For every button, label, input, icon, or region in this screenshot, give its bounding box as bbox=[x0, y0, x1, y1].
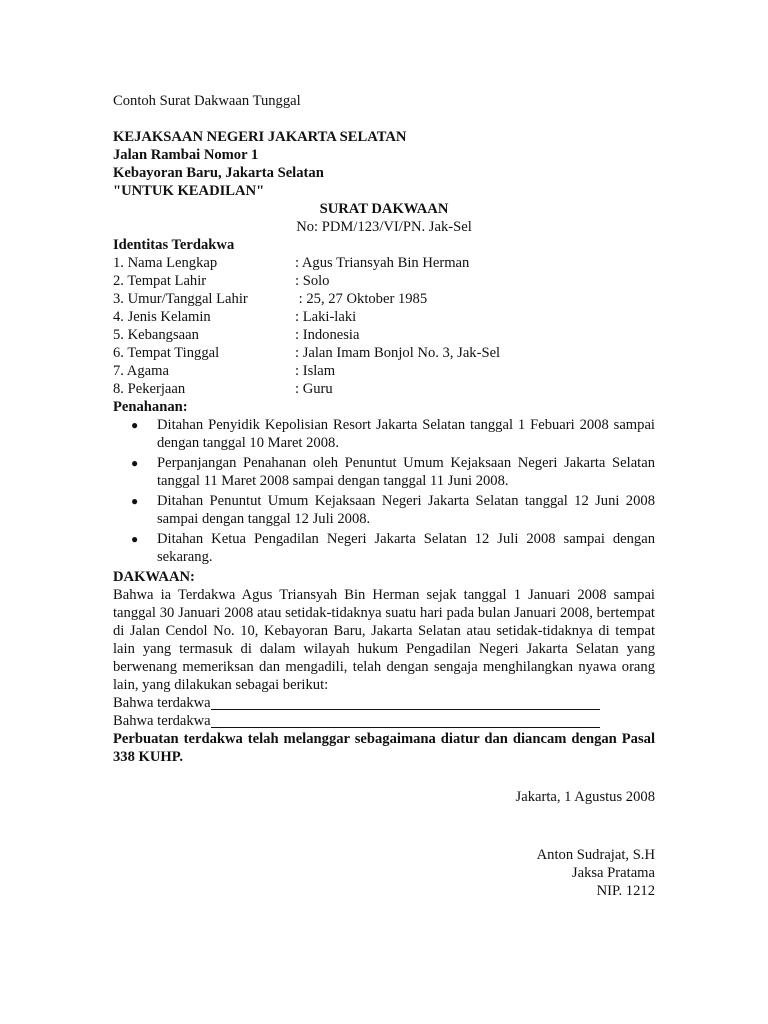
office-address-line-1: Jalan Rambai Nomor 1 bbox=[113, 147, 259, 163]
identity-label: 1. Nama Lengkap bbox=[113, 255, 218, 271]
detention-item-text: Ditahan Penyidik Kepolisian Resort Jakarta Selatan tanggal 1 Febuari 2008 sampai dengan tanggal 10 Maret 2008. bbox=[157, 417, 655, 451]
identity-value: : Islam bbox=[295, 363, 336, 379]
detention-item bbox=[113, 416, 655, 452]
identity-value: : Agus Triansyah Bin Herman bbox=[295, 255, 470, 271]
identity-label: 4. Jenis Kelamin bbox=[113, 309, 211, 325]
document-page bbox=[113, 92, 655, 900]
fill-line-label: Bahwa terdakwa bbox=[113, 713, 211, 729]
identity-row bbox=[113, 272, 655, 290]
identity-label: 7. Agama bbox=[113, 363, 169, 379]
fill-line-1 bbox=[113, 694, 655, 712]
identity-row bbox=[113, 380, 655, 398]
detention-list bbox=[113, 416, 655, 566]
office-address-line-2: Kebayoran Baru, Jakarta Selatan bbox=[113, 165, 324, 181]
identity-row bbox=[113, 290, 655, 308]
office-motto: "UNTUK KEADILAN" bbox=[113, 183, 265, 199]
signatory-name: Anton Sudrajat, S.H bbox=[536, 847, 655, 863]
identity-label: 6. Tempat Tinggal bbox=[113, 345, 220, 361]
identity-value: : 25, 27 Oktober 1985 bbox=[295, 291, 428, 307]
signatory-position: Jaksa Pratama bbox=[571, 865, 655, 881]
detention-item-text: Perpanjangan Penahanan oleh Penuntut Umum Kejaksaan Negeri Jakarta Selatan tanggal 11 Maret 2008 sampai dengan tanggal 11 Juni 2008. bbox=[157, 455, 655, 489]
office-name: KEJAKSAAN NEGERI JAKARTA SELATAN bbox=[113, 129, 407, 145]
identity-row bbox=[113, 254, 655, 272]
identity-row bbox=[113, 308, 655, 326]
identity-heading: Identitas Terdakwa bbox=[113, 237, 235, 253]
detention-item bbox=[113, 454, 655, 490]
identity-label: 2. Tempat Lahir bbox=[113, 273, 207, 289]
letter-number: No: PDM/123/VI/PN. Jak-Sel bbox=[296, 219, 472, 235]
identity-row bbox=[113, 344, 655, 362]
fill-line-label: Bahwa terdakwa bbox=[113, 695, 211, 711]
identity-value: : Laki-laki bbox=[295, 309, 357, 325]
spacer bbox=[113, 766, 655, 788]
spacer bbox=[113, 110, 655, 128]
charge-body: Bahwa ia Terdakwa Agus Triansyah Bin Herman sejak tanggal 1 Januari 2008 sampai tanggal 30 Januari 2008 atau setidak-tidaknya suatu hari pada bulan Januari 2008, bertempat di Jalan Cendol No. 10, Kebayoran Baru, Jakarta Selatan atau setidak-tidaknya di tempat lain yang termasuk di dalam wilayah hukum Pengadilan Negeri Jakarta Selatan yang berwenang memeriksan dan mengadili, telah dengan sengaja menghilangkan nyawa orang lain, yang dilakukan sebagai berikut: bbox=[113, 587, 655, 693]
identity-value: : Guru bbox=[295, 381, 333, 397]
detention-item bbox=[113, 492, 655, 528]
detention-item-text: Ditahan Penuntut Umum Kejaksaan Negeri Jakarta Selatan tanggal 12 Juni 2008 sampai dengan tanggal 12 Juli 2008. bbox=[157, 493, 655, 527]
identity-row bbox=[113, 326, 655, 344]
identity-label: 8. Pekerjaan bbox=[113, 381, 186, 397]
bullet-icon: ● bbox=[131, 418, 139, 432]
identity-row bbox=[113, 362, 655, 380]
identity-list bbox=[113, 254, 655, 398]
bullet-icon: ● bbox=[131, 532, 139, 546]
identity-value: : Solo bbox=[295, 273, 330, 289]
fill-line-blank bbox=[211, 695, 600, 710]
identity-label: 5. Kebangsaan bbox=[113, 327, 199, 343]
charge-heading: DAKWAAN: bbox=[113, 569, 195, 585]
identity-value: : Jalan Imam Bonjol No. 3, Jak-Sel bbox=[295, 345, 501, 361]
detention-item-text: Ditahan Ketua Pengadilan Negeri Jakarta Selatan 12 Juli 2008 sampai dengan sekarang. bbox=[157, 531, 655, 565]
detention-heading: Penahanan: bbox=[113, 399, 188, 415]
bullet-icon: ● bbox=[131, 456, 139, 470]
letter-title: SURAT DAKWAAN bbox=[319, 201, 449, 217]
identity-label: 3. Umur/Tanggal Lahir bbox=[113, 291, 248, 307]
document-title: Contoh Surat Dakwaan Tunggal bbox=[113, 93, 301, 109]
fill-line-2 bbox=[113, 712, 655, 730]
bullet-icon: ● bbox=[131, 494, 139, 508]
detention-item bbox=[113, 530, 655, 566]
signatory-nip: NIP. 1212 bbox=[596, 883, 655, 899]
spacer bbox=[113, 806, 655, 846]
identity-value: : Indonesia bbox=[295, 327, 360, 343]
charge-conclusion: Perbuatan terdakwa telah melanggar sebagaimana diatur dan diancam dengan Pasal 338 KUHP. bbox=[113, 731, 655, 765]
place-date: Jakarta, 1 Agustus 2008 bbox=[515, 789, 655, 805]
fill-line-blank bbox=[211, 713, 600, 728]
